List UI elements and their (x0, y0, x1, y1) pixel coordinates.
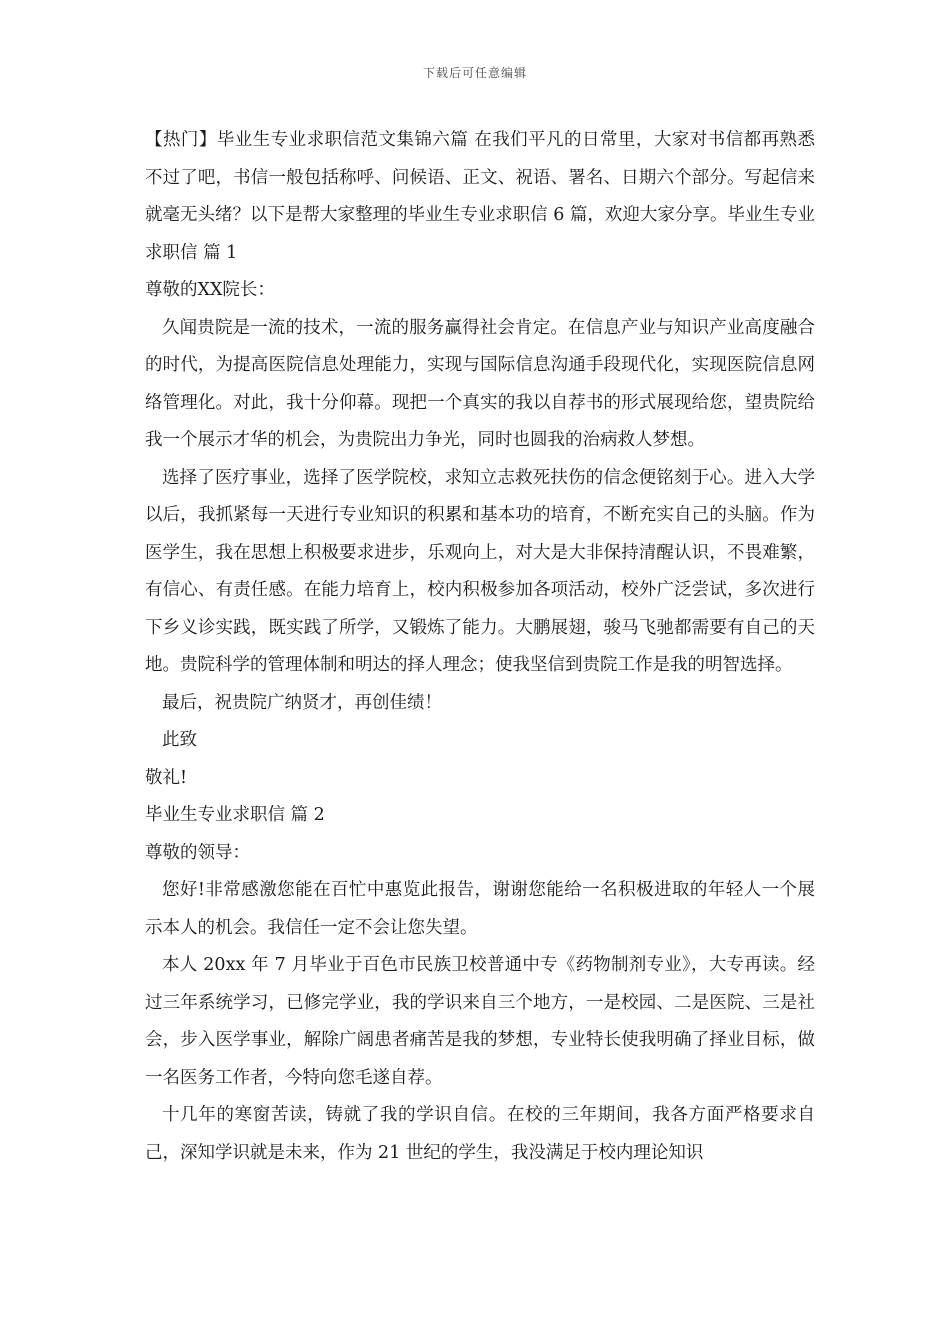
section-title-2: 毕业生专业求职信 篇 2 (145, 805, 325, 825)
intro-paragraph: 【热门】毕业生专业求职信范文集锦六篇 在我们平凡的日常里，大家对书信都再熟悉不过了吧，书信一般包括称呼、问候语、正文、祝语、署名、日期六个部分。写起信来就毫无头绪？以下是帮大家整理的毕业生专业求职信 6 篇，欢迎大家分享。毕业生专业求职信 篇 1 (145, 130, 815, 263)
letter-1-closing: 此致 (162, 730, 197, 750)
salutation-1: 尊敬的XX院长： (145, 280, 275, 300)
letter-1-paragraph: 选择了医疗事业，选择了医学院校，求知立志救死扶伤的信念便铭刻于心。进入大学以后，我抓紧每一天进行专业知识的积累和基本功的培育，不断充实自己的头脑。作为医学生，我在思想上积极要求进步，乐观向上，对大是大非保持清醒认识，不畏难繁，有信心、有责任感。在能力培育上，校内积极参加各项活动，校外广泛尝试，多次进行下乡义诊实践，既实践了所学，又锻炼了能力。大鹏展翅，骏马飞驰都需要有自己的天地。贵院科学的管理体制和明达的择人理念；使我坚信到贵院工作是我的明智选择。 (145, 467, 815, 675)
page-header: 下载后可任意编辑 (422, 66, 527, 80)
letter-2-paragraph: 本人 20xx 年 7 月毕业于百色市民族卫校普通中专《药物制剂专业》，大专再读。经过三年系统学习，已修完学业，我的学识来自三个地方，一是校园、二是医院、三是社会，步入医学事业，解除广阔患者痛苦是我的梦想，专业特长使我明确了择业目标，做一名医务工作者，今特向您毛遂自荐。 (145, 955, 815, 1088)
letter-2-paragraph: 您好!非常感激您能在百忙中惠览此报告，谢谢您能给一名积极进取的年轻人一个展示本人的机会。我信任一定不会让您失望。 (145, 880, 815, 938)
letter-2-paragraph: 十几年的寒窗苦读，铸就了我的学识自信。在校的三年期间，我各方面严格要求自己，深知学识就是未来，作为 21 世纪的学生，我没满足于校内理论知识 (145, 1105, 815, 1163)
salutation-2: 尊敬的领导： (145, 842, 250, 863)
document-body (145, 122, 815, 1172)
letter-1-regards: 敬礼! (145, 767, 188, 788)
letter-1-paragraph: 久闻贵院是一流的技术，一流的服务赢得社会肯定。在信息产业与知识产业高度融合的时代，为提高医院信息处理能力，实现与国际信息沟通手段现代化，实现医院信息网络管理化。对此，我十分仰幕。现把一个真实的我以自荐书的形式展现给您，望贵院给我一个展示才华的机会，为贵院出力争光，同时也圆我的治病救人梦想。 (145, 317, 815, 450)
letter-1-closing-wish: 最后，祝贵院广纳贤才，再创佳绩！ (162, 692, 442, 713)
